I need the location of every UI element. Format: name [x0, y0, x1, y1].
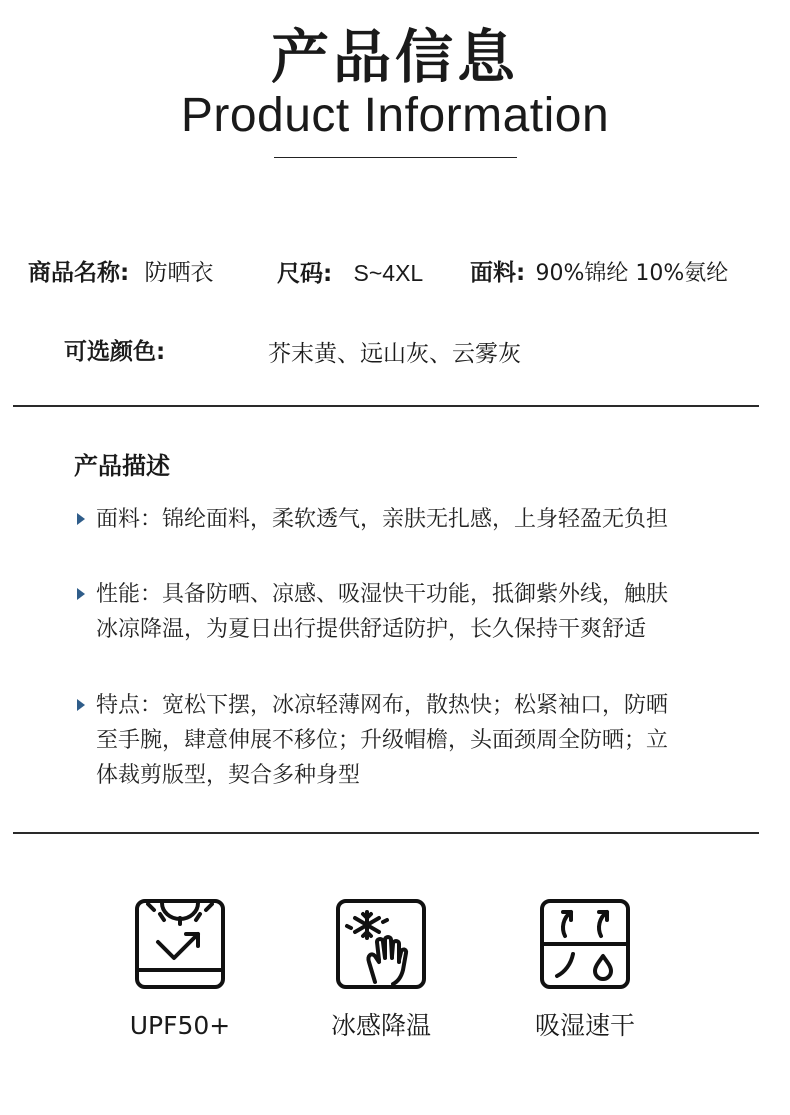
- description-line: 体裁剪版型，契合多种身型: [96, 763, 361, 788]
- description-item: [96, 502, 761, 537]
- description-line: 性能：具备防晒、凉感、吸湿快干功能，抵御紫外线，触肤: [96, 582, 669, 607]
- spec-colors: [64, 337, 165, 367]
- spec-label: 面料:: [470, 260, 526, 286]
- spec-size: [277, 258, 423, 289]
- spec-label: 商品名称:: [28, 260, 130, 286]
- title-divider: [274, 157, 517, 158]
- spec-label: 尺码:: [277, 261, 333, 287]
- spec-value: 防晒衣: [144, 260, 214, 286]
- section-divider: [13, 405, 759, 407]
- section-divider: [13, 832, 759, 834]
- spec-label: 可选颜色:: [64, 339, 166, 365]
- feature-label: 吸湿速干: [534, 1011, 635, 1040]
- bullet-arrow-icon: [77, 699, 85, 711]
- bullet-arrow-icon: [77, 588, 85, 600]
- page-title: 产品信息: [270, 23, 519, 91]
- spec-fabric: [470, 258, 728, 289]
- description-line: 特点：宽松下摆，冰凉轻薄网布，散热快；松紧袖口，防晒: [96, 693, 669, 718]
- description-item: [96, 688, 761, 793]
- spec-value: S~4XL: [353, 260, 424, 286]
- page-subtitle: Product Information: [180, 89, 610, 142]
- section-title: 产品描述: [74, 452, 170, 480]
- ice-cooling-icon: [335, 898, 427, 990]
- description-line: 冰凉降温，为夏日出行提供舒适防护，长久保持干爽舒适: [96, 617, 647, 642]
- bullet-arrow-icon: [77, 513, 85, 525]
- sun-uv-protection-icon: [134, 898, 226, 990]
- description-item: [96, 577, 761, 647]
- description-line: 面料：锦纶面料，柔软透气，亲肤无扎感，上身轻盈无负担: [96, 507, 669, 532]
- feature-label: UPF50+: [129, 1011, 231, 1040]
- spec-product-name: [28, 258, 214, 288]
- description-line: 至手腕，肆意伸展不移位；升级帽檐，头面颈周全防晒；立: [96, 728, 669, 753]
- spec-value: 90%锦纶 10%氨纶: [535, 261, 729, 286]
- spec-colors-value: 芥末黄、远山灰、云雾灰: [268, 341, 521, 367]
- feature-label: 冰感降温: [330, 1011, 431, 1040]
- moisture-wicking-icon: [539, 898, 631, 990]
